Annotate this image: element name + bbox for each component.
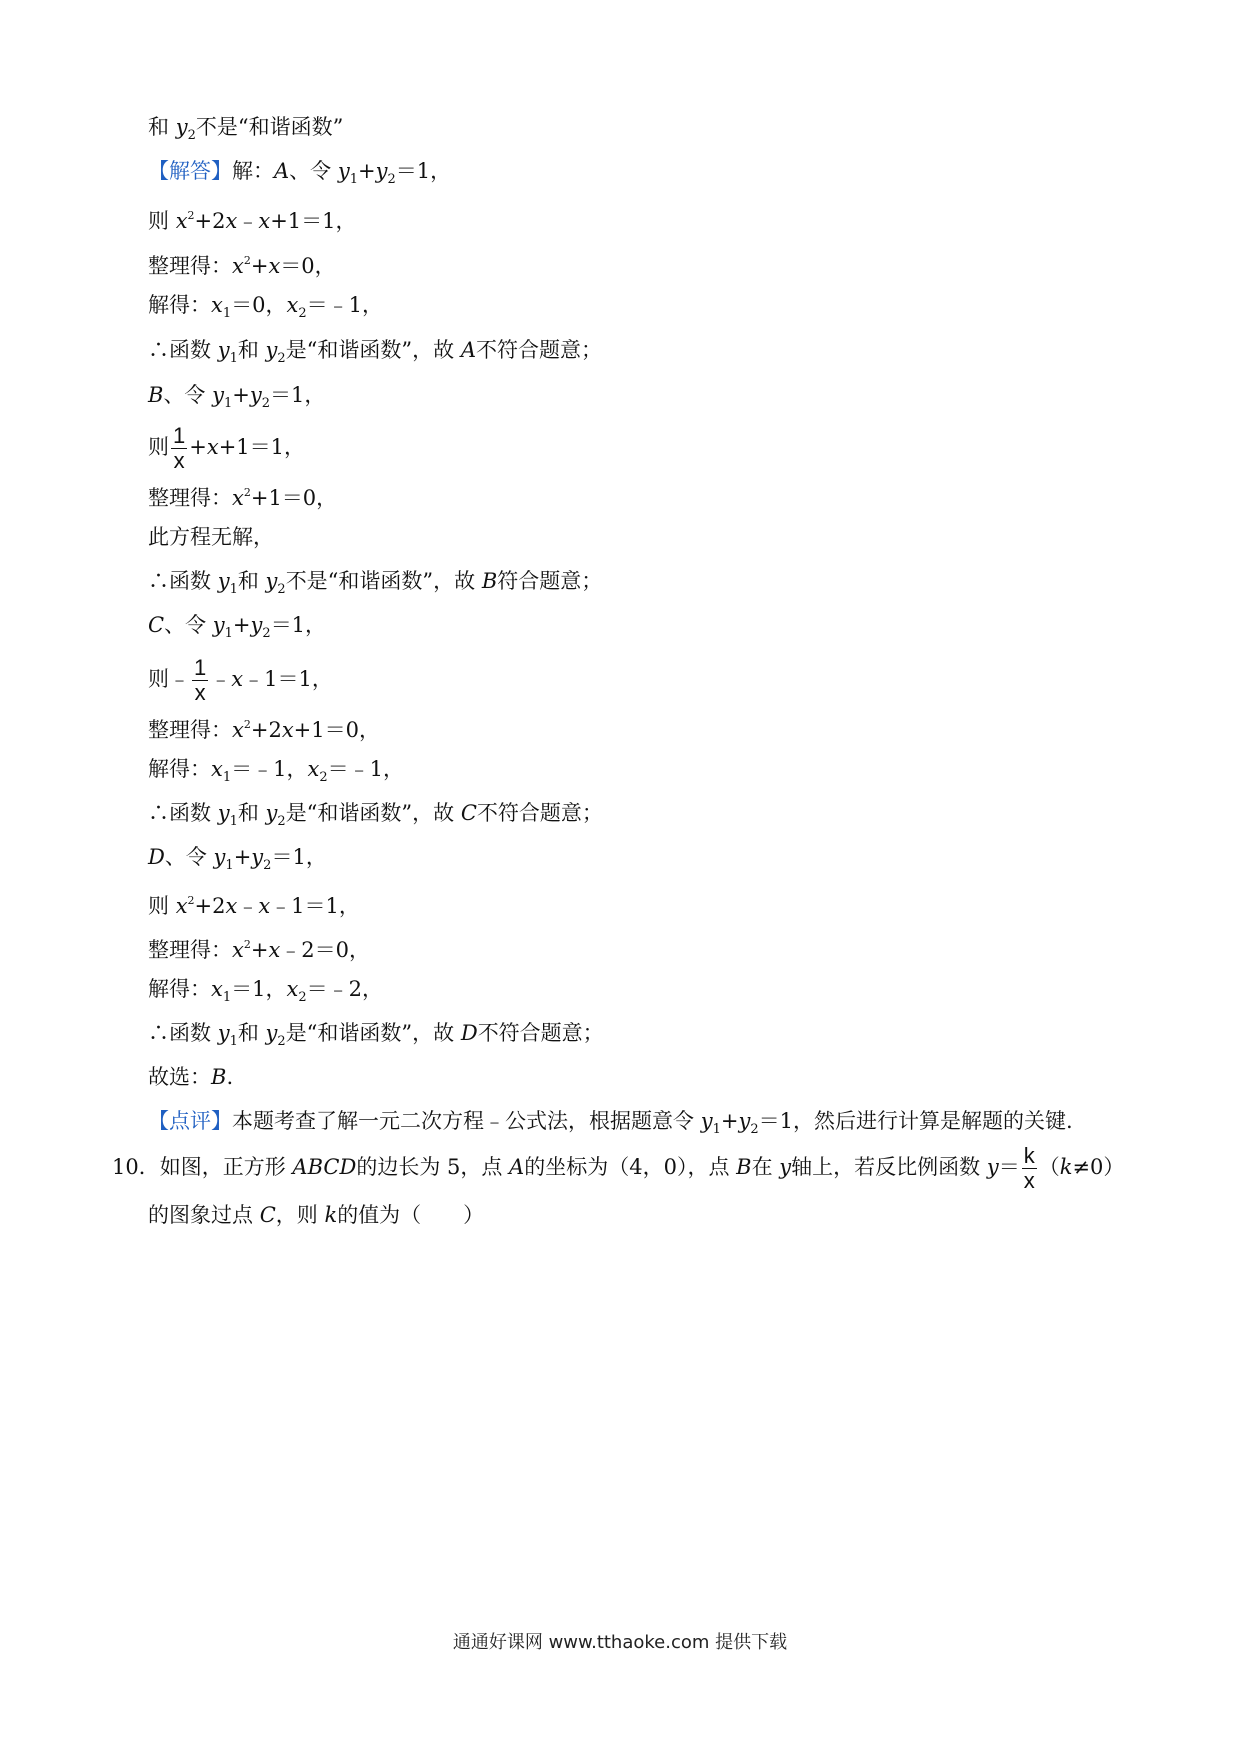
equation-line: 整理得：$x^2+x﹣2=0$， [148,938,371,962]
equation-line: 整理得：$x^2+x=0$， [148,254,336,278]
equation-line: 则 $x^2+2x﹣x+1=1$， [148,209,357,233]
question-10: 10．如图，正方形 ABCD的边长为 5，点 A的坐标为（4，0），点 B在 y轴上，若反比例函数 y＝ $\frac{k}{x}$ （k≠0） [112,1143,1125,1193]
equation-line: 整理得：$x^2+1=0$， [148,486,338,510]
page-footer: 通通好课网 www.tthaoke.com 提供下载 [452,1632,788,1653]
equation-line: 解得：$x_1=1$，$x_2=﹣2$， [148,977,383,1005]
fraction: $\frac{k}{x}$ [1023,1143,1035,1193]
comment-tag: 【点评】 [148,1109,232,1133]
fraction: $\frac{1}{x}$ [194,655,207,705]
question-10-continued: 的图象过点 C，则 k的值为（ ） [148,1203,485,1227]
conclusion-line: ∴函数 $y_1$和 $y_2$是“和谐函数”，故 C不符合题意； [148,801,603,829]
text-line: 此方程无解， [148,525,274,549]
text-line: 和 $y_2$不是“和谐函数” [148,115,344,143]
answer-line: 【解答】解：A、令 $y_1+y_2=1$， [148,159,452,187]
final-answer-line: 故选：B. [148,1065,234,1089]
equation-line: 则 $x^2+2x﹣x﹣1=1$， [148,894,360,918]
equation-line: 解得：$x_1=0$，$x_2=﹣1$， [148,293,383,321]
answer-tag: 【解答】 [148,159,232,183]
conclusion-line: ∴函数 $y_1$和 $y_2$是“和谐函数”，故 D不符合题意； [148,1021,604,1049]
question-number: 10． [112,1155,160,1179]
equation-line: 整理得：$x^2+2x+1=0$， [148,718,380,742]
conclusion-line: ∴函数 $y_1$和 $y_2$不是“和谐函数”，故 B符合题意； [148,569,603,597]
option-line: D、令 $y_1+y_2=1$， [148,845,327,873]
option-line: C、令 $y_1+y_2=1$， [148,613,327,641]
equation-line: 则 $\frac{1}{x}$ +x+1＝1， [148,423,306,473]
comment-line: 【点评】本题考查了解一元二次方程﹣公式法，根据题意令 $y_1+y_2=1$，然后进行计算是解题的关键. [148,1109,1073,1137]
conclusion-line: ∴函数 $y_1$和 $y_2$是“和谐函数”，故 A不符合题意； [148,338,603,366]
equation-line: 则﹣ $\frac{1}{x}$ ﹣x﹣1＝1， [148,655,333,705]
equation-line: 解得：$x_1=﹣1$，$x_2=﹣1$， [148,757,404,785]
option-line: B、令 $y_1+y_2=1$， [148,383,326,411]
fraction: $\frac{1}{x}$ [173,423,186,473]
